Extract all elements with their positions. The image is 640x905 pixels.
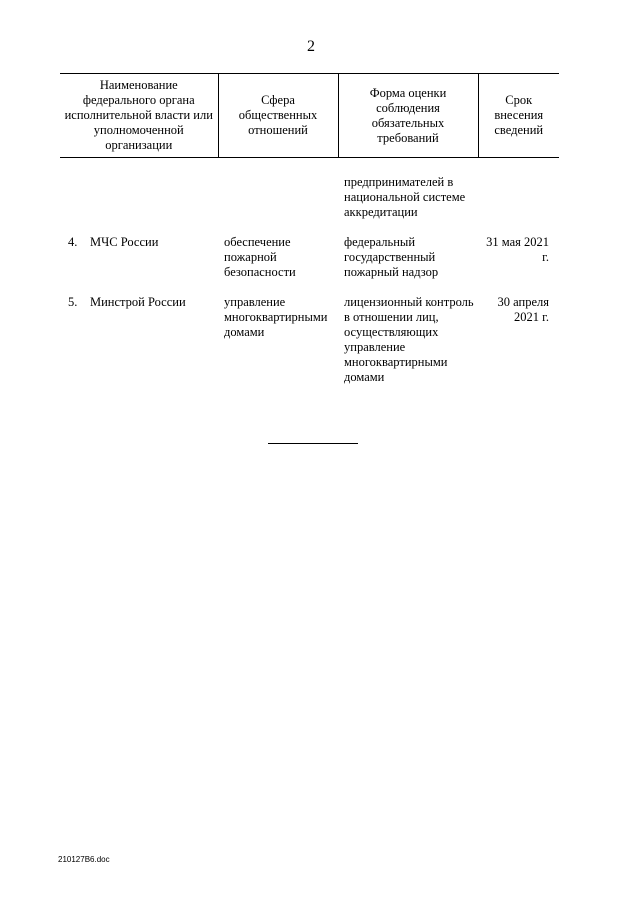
- page-number: 2: [307, 38, 315, 55]
- requirements-table: [60, 73, 559, 385]
- header-sphere: Сфера общественных отношений: [218, 74, 338, 158]
- row-number: 5.: [68, 295, 78, 309]
- requirements-table-container: [60, 73, 559, 385]
- table-row: [60, 220, 559, 280]
- header-organ: Наименование федерального органа исполнительной власти или уполномоченной организации: [64, 78, 213, 152]
- cell-empty: [478, 158, 559, 221]
- cell-sphere: обеспечение пожарной безопасности: [224, 235, 296, 279]
- cell-empty: [218, 158, 338, 221]
- table-header-row: [60, 74, 559, 158]
- header-term: Срок внесения сведений: [478, 74, 559, 158]
- cell-term: 30 апреля 2021 г.: [497, 295, 549, 324]
- cell-empty: [60, 158, 218, 221]
- table-row: [60, 280, 559, 385]
- header-form: Форма оценки соблюдения обязательных требований: [338, 74, 478, 158]
- cell-sphere: управление многоквартирными домами: [224, 295, 328, 339]
- cell-organ: [60, 280, 218, 385]
- organ-name: Минстрой России: [90, 295, 186, 309]
- footer-file-reference: 210127В6.doc: [58, 855, 110, 864]
- cell-form: лицензионный контроль в отношении лиц, осуществляющих управление многоквартирными домами: [344, 295, 474, 384]
- cell-form-continuation: предпринимателей в национальной системе аккредитации: [344, 175, 466, 219]
- cell-term: 31 мая 2021 г.: [486, 235, 549, 264]
- organ-name: МЧС России: [90, 235, 159, 249]
- end-of-document-rule: [268, 443, 358, 444]
- cell-organ: [60, 220, 218, 280]
- cell-form: федеральный государственный пожарный надзор: [344, 235, 439, 279]
- table-row-continuation: [60, 158, 559, 221]
- row-number: 4.: [68, 235, 78, 249]
